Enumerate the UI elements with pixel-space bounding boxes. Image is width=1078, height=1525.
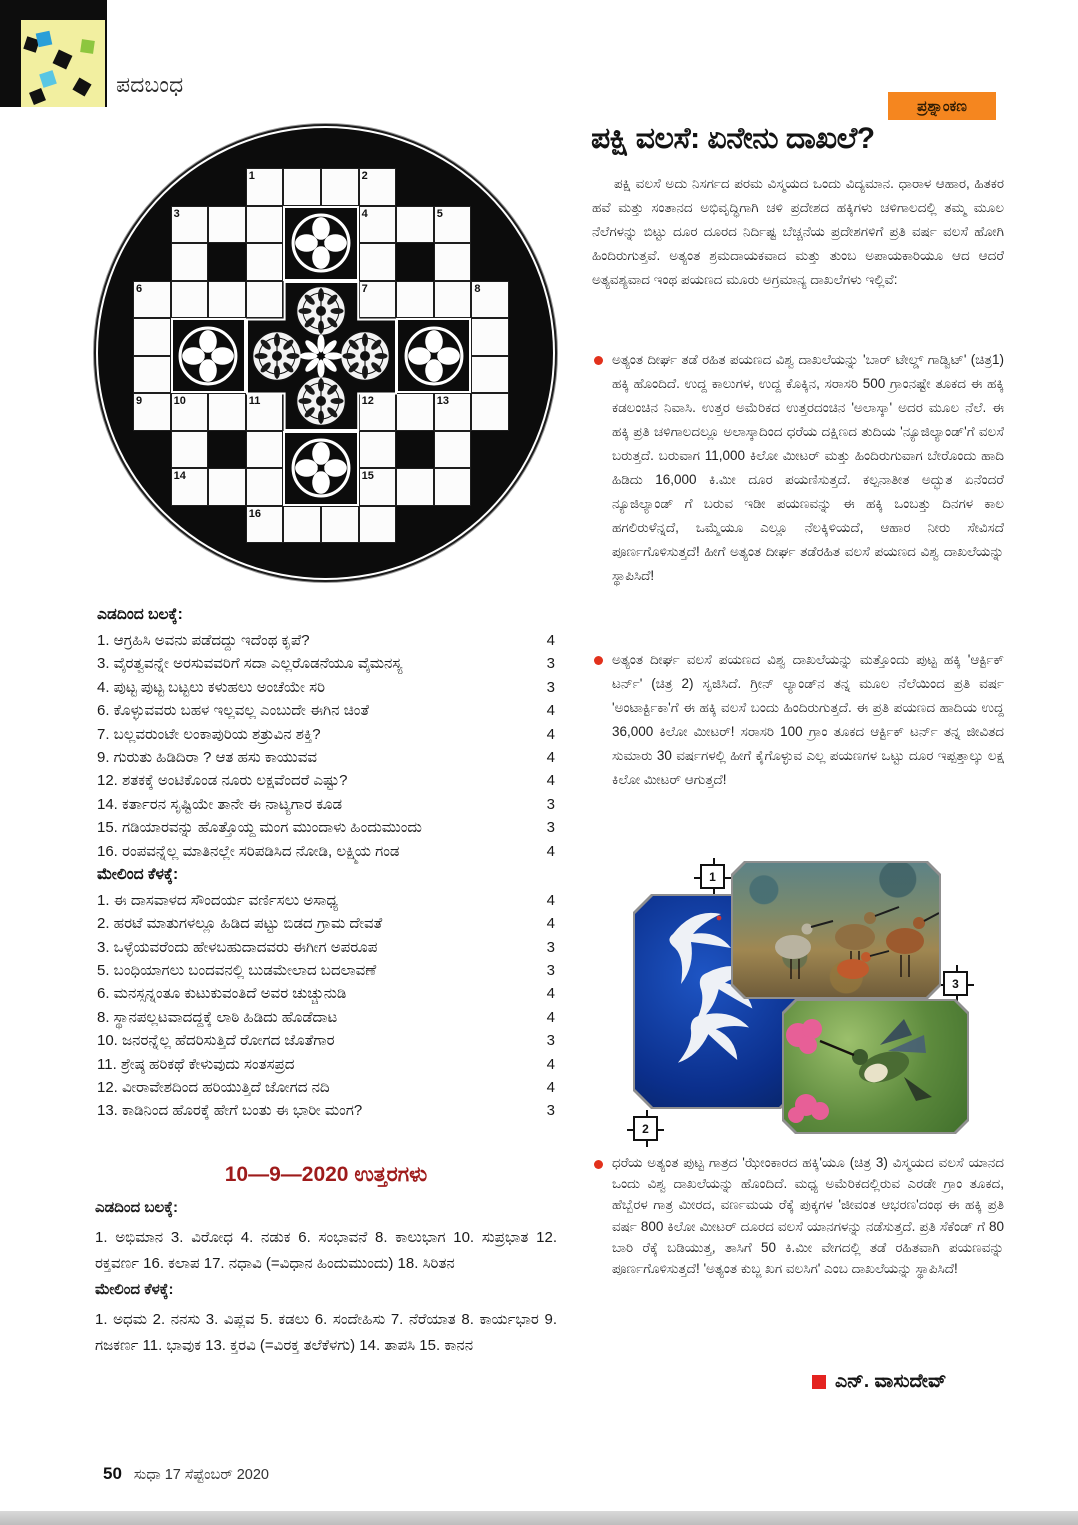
cell-number: 5 bbox=[436, 207, 443, 220]
ornate-medallion bbox=[295, 375, 347, 432]
puzzle-cell-r9c4 bbox=[246, 468, 284, 506]
section-title: ಪದಬಂಧ bbox=[116, 72, 184, 97]
puzzle-cell-r3c4 bbox=[246, 243, 284, 281]
article-bullet-2 bbox=[592, 648, 1004, 868]
clue-text: 15. ಗಡಿಯಾರವನ್ನು ಹೊತ್ತೊಯ್ದ ಮಂಗ ಮುಂದಾಳು ಹಿಂದುಮುಂದು bbox=[97, 819, 422, 837]
clue-length: 4 bbox=[546, 702, 555, 720]
puzzle-cell-r2c8 bbox=[396, 206, 434, 244]
puzzle-cell-r3c9 bbox=[434, 243, 472, 281]
clue-across-12 bbox=[97, 772, 555, 795]
puzzle-cell-r4c1 bbox=[133, 281, 171, 319]
logo-square-black-icon bbox=[53, 50, 73, 70]
clue-length: 4 bbox=[546, 891, 555, 909]
bottom-clover-block bbox=[283, 431, 358, 506]
puzzle-cell-r7c2 bbox=[171, 393, 209, 431]
puzzle-cell-r10c5 bbox=[283, 506, 321, 544]
puzzle-black-cell-r8c3 bbox=[208, 431, 246, 469]
article-bullet-2-text: ಅತ್ಯಂತ ದೀರ್ಘ ವಲಸೆ ಪಯಣದ ವಿಶ್ವ ದಾಖಲೆಯನ್ನು ಮತ್ತೊಂದು ಪುಟ್ಟ ಹಕ್ಕಿ 'ಆರ್ಕ್ಟಿಕ್ ಟರ್ನ್' (ಚಿತ್ರ 2) ಸೃಜಿಸಿದೆ. ಗ್ರೀನ್ ಲ್ಯಾಂಡ್‌ನ ತನ್ನ ಮೂಲ ನೆಲೆಯಿಂದ ಪ್ರತಿ ವರ್ಷ 'ಅಂಟಾರ್ಕ್ಟಿಕಾ'ಗೆ ಈ ಹಕ್ಕಿ ವಲಸೆ ಬಂದು ಹಿಂದಿರುಗುತ್ತದೆ. ಈ ಪ್ರತಿ ಪಯಣದ ಹಾದಿಯ ಉದ್ದ 36,000 ಕಿಲೋ ಮೀಟರ್! ಸರಾಸರಿ 100 ಗ್ರಾಂ ತೂಕದ ಆರ್ಕ್ಟಿಕ್ ಟರ್ನ್ ತನ್ನ ಜೀವಿತದ ಸುಮಾರು 30 ವರ್ಷಗಳಲ್ಲಿ ಹೀಗೆ ಕೈಗೊಳ್ಳುವ ಎಲ್ಲ ಪಯಣಗಳ ಒಟ್ಟು ದೂರ ಇಪ್ಪತ್ತಾಲ್ಕು ಲಕ್ಷ ಕಿಲೋ ಮೀಟರ್ ಆಗುತ್ತದೆ! bbox=[612, 652, 1004, 787]
puzzle-cell-r2c7 bbox=[359, 206, 397, 244]
clue-text: 1. ಈ ದಾಸವಾಳದ ಸೌಂದರ್ಯ ವರ್ಣಿಸಲು ಅಸಾಧ್ಯ bbox=[97, 891, 339, 909]
puzzle-cell-r8c2 bbox=[171, 431, 209, 469]
cell-number: 11 bbox=[248, 395, 261, 407]
clue-text: 9. ಗುರುತು ಹಿಡಿದಿರಾ ? ಆತ ಹಸು ಕಾಯುವವ bbox=[97, 748, 317, 766]
cell-number: 10 bbox=[173, 395, 186, 407]
column-badge: ಪ್ರಶ್ನಾಂಕಣ bbox=[888, 92, 996, 120]
ornate-medallion-icon bbox=[295, 375, 347, 427]
puzzle-black-cell-r3c8 bbox=[396, 243, 434, 281]
logo-square-green-icon bbox=[80, 39, 95, 54]
logo-square-black-icon bbox=[72, 77, 91, 96]
clue-length: 4 bbox=[546, 632, 555, 649]
clue-length: 4 bbox=[546, 725, 555, 743]
byline-red-square-icon bbox=[812, 1375, 826, 1389]
crossword-grid bbox=[133, 168, 510, 543]
article-title: ಪಕ್ಷಿ ವಲಸೆ: ಏನೇನು ದಾಖಲೆ? bbox=[591, 122, 875, 155]
figure-1-number: 1 bbox=[709, 869, 716, 884]
puzzle-cell-r4c3 bbox=[208, 281, 246, 319]
answers-across-heading: ಎಡದಿಂದ ಬಲಕ್ಕೆ: bbox=[95, 1199, 179, 1216]
bar-tailed-godwit-photo bbox=[731, 861, 941, 999]
clue-text: 16. ರಂಪವನ್ನೆಲ್ಲ ಮಾತಿನಲ್ಲೇ ಸರಿಪಡಿಸಿದ ನೋಡಿ, ಲಕ್ಷ್ಮಿಯ ಗಂಡ bbox=[97, 842, 400, 860]
top-clover-block bbox=[283, 206, 358, 281]
puzzle-cell-r1c6 bbox=[321, 168, 359, 206]
puzzle-cell-r8c4 bbox=[246, 431, 284, 469]
puzzle-cell-r10c4 bbox=[246, 506, 284, 544]
page-number: 50 bbox=[103, 1464, 122, 1483]
right-clover-block bbox=[396, 318, 471, 393]
puzzle-cell-r5c10 bbox=[471, 318, 509, 356]
puzzle-cell-r3c2 bbox=[171, 243, 209, 281]
byline-name: ಎನ್. ವಾಸುದೇವ್ bbox=[835, 1371, 947, 1392]
answers-title: 10—9—2020 ಉತ್ತರಗಳು bbox=[224, 1163, 428, 1186]
clue-text: 12. ವೀರಾವೇಶದಿಂದ ಹರಿಯುತ್ತಿದೆ ಜೋಗದ ನದಿ bbox=[97, 1079, 330, 1097]
puzzle-cell-r7c1 bbox=[133, 393, 171, 431]
clue-length: 4 bbox=[546, 985, 555, 1003]
clue-down-12 bbox=[97, 1079, 555, 1102]
issue-label: ಸುಧಾ 17 ಸೆಪ್ಟೆಂಬರ್ 2020 bbox=[133, 1467, 269, 1483]
cell-number: 2 bbox=[361, 170, 368, 182]
puzzle-cell-r9c7 bbox=[359, 468, 397, 506]
clue-text: 2. ಹರಟೆ ಮಾತುಗಳಲ್ಲೂ ಹಿಡಿದ ಪಟ್ಟು ಬಿಡದ ಗ್ರಾಮ ದೇವತೆ bbox=[97, 915, 383, 933]
clue-across-6 bbox=[97, 702, 555, 725]
cell-number: 12 bbox=[361, 395, 374, 407]
puzzle-cell-r10c6 bbox=[321, 506, 359, 544]
puzzle-cell-r2c2 bbox=[171, 206, 209, 244]
hummingbird-silhouette-icon bbox=[784, 1001, 967, 1132]
red-bullet-icon bbox=[594, 356, 603, 365]
clue-text: 10. ಜನರನ್ನೆಲ್ಲ ಹೆದರಿಸುತ್ತಿದೆ ರೋಗದ ಜೊತೆಗಾರ bbox=[97, 1032, 335, 1050]
cell-number: 3 bbox=[173, 207, 180, 220]
clue-down-10 bbox=[97, 1032, 555, 1055]
clue-text: 3. ವೈರತ್ವವನ್ನೇ ಅರಸುವವರಿಗೆ ಸದಾ ಎಲ್ಲರೊಡನೆಯೂ ವೈಮನಸ್ಯ bbox=[97, 655, 403, 673]
puzzle-cell-r3c7 bbox=[359, 243, 397, 281]
clue-down-8 bbox=[97, 1009, 555, 1032]
puzzle-cell-r9c3 bbox=[208, 468, 246, 506]
puzzle-cell-r2c9 bbox=[434, 206, 472, 244]
clue-length: 4 bbox=[546, 772, 555, 790]
puzzle-cell-r8c7 bbox=[359, 431, 397, 469]
puzzle-cell-r9c2 bbox=[171, 468, 209, 506]
left-clover-block bbox=[171, 318, 246, 393]
clue-text: 12. ಶತಕಕ್ಕೆ ಅಂಟಿಕೊಂಡ ನೂರು ಲಕ್ಷವೆಂದರೆ ಎಷ್ಟು? bbox=[97, 772, 348, 790]
puzzle-cell-r1c7 bbox=[359, 168, 397, 206]
clue-length: 4 bbox=[546, 1008, 555, 1026]
logo-square-lightblue-icon bbox=[39, 70, 57, 88]
clue-text: 14. ಕರ್ತಾರನ ಸೃಷ್ಟಿಯೇ ತಾನೇ ಈ ನಾಟ್ಯಗಾರ ಕೂಡ bbox=[97, 795, 343, 813]
clue-across-14 bbox=[97, 796, 555, 819]
puzzle-cell-r4c8 bbox=[396, 281, 434, 319]
puzzle-cell-r1c4 bbox=[246, 168, 284, 206]
logo-square-black-icon bbox=[29, 88, 46, 105]
flower-burst-icon bbox=[300, 335, 342, 377]
figure-3-tag bbox=[943, 971, 968, 996]
cell-number: 4 bbox=[361, 207, 368, 220]
puzzle-cell-r4c2 bbox=[171, 281, 209, 319]
clover-medallion-icon bbox=[290, 212, 352, 274]
clue-down-11 bbox=[97, 1056, 555, 1079]
article-bullet-3-text: ಧರೆಯ ಅತ್ಯಂತ ಪುಟ್ಟ ಗಾತ್ರದ 'ಝೇಂಕಾರದ ಹಕ್ಕಿ'ಯೂ (ಚಿತ್ರ 3) ವಿಸ್ಮಯದ ವಲಸೆ ಯಾನದ ಒಂದು ವಿಶ್ವ ದಾಖಲೆಯನ್ನು ಹೊಂದಿದೆ. ಮಧ್ಯ ಅಮೆರಿಕದಲ್ಲಿರುವ ಎರಡೇ ಗ್ರಾಂ ತೂಕದ, ಹೆಬ್ಬೆರಳ ಗಾತ್ರ ಮೀರದ, ವರ್ಣಮಯ ರೆಕ್ಕೆ ಪುಕ್ಕಗಳ 'ಜೀವಂತ ಆಭರಣ'ದಂಥ ಈ ಹಕ್ಕಿ ಪ್ರತಿ ವರ್ಷ 800 ಕಿಲೋ ಮೀಟರ್ ದೂರದ ವಲಸೆ ಯಾನಗಳನ್ನು ನಡೆಸುತ್ತದೆ. ಪ್ರತಿ ಸೆಕೆಂಡ್ ಗೆ 80 ಬಾರಿ ರೆಕ್ಕೆ ಬಡಿಯುತ್ತ, ತಾಸಿಗೆ 50 ಕಿ.ಮೀ ವೇಗದಲ್ಲಿ ತಡೆ ರಹಿತವಾಗಿ ಪಯಣವನ್ನು ಪೂರ್ಣಗೊಳಿಸುತ್ತದೆ! 'ಅತ್ಯಂತ ಕುಬ್ಜ ಖಗ ವಲಸಿಗ' ಎಂಬ ದಾಖಲೆಯನ್ನು ಸ್ಥಾಪಿಸಿದೆ! bbox=[612, 1155, 1004, 1277]
puzzle-cell-r6c10 bbox=[471, 356, 509, 394]
clue-length: 4 bbox=[546, 1079, 555, 1097]
godwit-silhouettes-icon bbox=[733, 863, 939, 997]
puzzle-cell-r4c10 bbox=[471, 281, 509, 319]
clue-across-7 bbox=[97, 726, 555, 749]
clue-down-5 bbox=[97, 962, 555, 985]
clover-medallion-icon bbox=[290, 437, 352, 499]
puzzle-cell-r1c5 bbox=[283, 168, 321, 206]
logo-squares bbox=[21, 20, 105, 107]
clue-across-3 bbox=[97, 655, 555, 678]
figure-1-tag bbox=[700, 864, 725, 889]
puzzle-cell-r5c1 bbox=[133, 318, 171, 356]
cell-number: 16 bbox=[248, 507, 262, 520]
clue-length: 4 bbox=[546, 915, 555, 933]
center-flower-burst bbox=[300, 335, 342, 382]
clue-text: 1. ಆಗ್ರಹಿಸಿ ಅವನು ಪಡೆದದ್ದು ಇದೆಂಥ ಕೃಪೆ? bbox=[97, 632, 310, 649]
logo-square-blue-icon bbox=[36, 31, 53, 48]
clue-down-2 bbox=[97, 915, 555, 938]
puzzle-cell-r4c9 bbox=[434, 281, 472, 319]
article-intro: ಪಕ್ಷಿ ವಲಸೆ ಅದು ನಿಸರ್ಗದ ಪರಮ ವಿಸ್ಮಯದ ಒಂದು ವಿದ್ಯಮಾನ. ಧಾರಾಳ ಆಹಾರ, ಹಿತಕರ ಹವೆ ಮತ್ತು ಸಂತಾನದ ಅಭಿವೃದ್ಧಿಗಾಗಿ ಚಳಿ ಪ್ರದೇಶದ ಹಕ್ಕಿಗಳು ಚಳಿಗಾಲದಲ್ಲಿ ತಮ್ಮ ಮೂಲ ನೆಲೆಗಳನ್ನು ಬಿಟ್ಟು ದೂರ ದೂರದ ನಿರ್ದಿಷ್ಟ ಬೆಚ್ಚನೆಯ ಪ್ರದೇಶಗಳಿಗೆ ಪ್ರತಿ ವರ್ಷ ವಲಸೆ ಹೋಗಿ ಹಿಂದಿರುಗುತ್ತವೆ. ಅತ್ಯಂತ ಶ್ರಮದಾಯಕವಾದ ಮತ್ತು ತುಂಬ ಅಪಾಯಕಾರಿಯೂ ಆದ ಆದರೆ ಅತ್ಯವಶ್ಯವಾದ ಇಂಥ ಪಯಣದ ಮೂರು ಅಗ್ರಮಾನ್ಯ ದಾಖಲೆಗಳು ಇಲ್ಲಿವೆ: bbox=[592, 176, 1004, 287]
clue-length: 3 bbox=[546, 938, 555, 956]
answers-section bbox=[95, 1163, 557, 1359]
clue-length: 4 bbox=[546, 748, 555, 766]
puzzle-cell-r6c1 bbox=[133, 356, 171, 394]
cell-number: 13 bbox=[436, 395, 450, 407]
clue-length: 3 bbox=[546, 1102, 555, 1120]
cell-number: 14 bbox=[173, 470, 186, 482]
clue-text: 7. ಬಲ್ಲವರುಂಟೇ ಲಂಕಾಪುರಿಯ ಶತ್ರುವಿನ ಶಕ್ತಿ? bbox=[97, 725, 321, 743]
article-bullet-3 bbox=[592, 1152, 1004, 1368]
clue-across-1 bbox=[97, 632, 555, 655]
clue-across-16 bbox=[97, 843, 555, 866]
down-heading: ಮೇಲಿಂದ ಕೆಳಕ್ಕೆ: bbox=[97, 865, 179, 883]
clue-across-15 bbox=[97, 819, 555, 842]
puzzle-cell-r7c3 bbox=[208, 393, 246, 431]
clue-text: 13. ಕಾಡಿನಿಂದ ಹೊರಕ್ಕೆ ಹೇಗೆ ಬಂತು ಈ ಭಾರೀ ಮಂಗ? bbox=[97, 1102, 363, 1120]
cell-number: 7 bbox=[361, 282, 368, 295]
clue-text: 6. ಕೊಳ್ಳುವವರು ಬಹಳ ಇಲ್ಲವಲ್ಲ ಎಂಬುದೇ ಈಗಿನ ಚಿಂತೆ bbox=[97, 702, 369, 720]
article-bullet-1-text: ಅತ್ಯಂತ ದೀರ್ಘ ತಡೆ ರಹಿತ ಪಯಣದ ವಿಶ್ವ ದಾಖಲೆಯನ್ನು 'ಬಾರ್ ಟೇಲ್ಡ್ ಗಾಡ್ವಿಟ್' (ಚಿತ್ರ1) ಹಕ್ಕಿ ಹೊಂದಿದೆ. ಉದ್ದ ಕಾಲುಗಳ, ಉದ್ದ ಕೊಕ್ಕಿನ, ಸರಾಸರಿ 500 ಗ್ರಾಂನಷ್ಟೇ ತೂಕದ ಈ ಹಕ್ಕಿ ಕಡಲಂಚಿನ ನಿವಾಸಿ. ಉತ್ತರ ಅಮೆರಿಕದ ಉತ್ತರದಂಚಿನ 'ಅಲಾಸ್ಕಾ' ಅದರ ಮೂಲ ನೆಲೆ. ಈ ಹಕ್ಕಿ ಪ್ರತಿ ಚಳಿಗಾಲದಲ್ಲೂ ಅಲಾಸ್ಕಾದಿಂದ ಧರೆಯ ದಕ್ಷಿಣದ ತುದಿಯ 'ನ್ಯೂಜಿಲ್ಯಾಂಡ್'ಗೆ ವಲಸೆ ಬರುತ್ತದೆ. ಬರುವಾಗ 11,000 ಕಿಲೋ ಮೀಟರ್ ಮತ್ತು ಹಿಂದಿರುಗುವಾಗ ಬೇರೊಂದು ಹಾದಿ ಹಿಡಿದು 16,000 ಕಿ.ಮೀ ದೂರ ಪಯಣಿಸುತ್ತದೆ. ಕಲ್ಪನಾತೀತ ಅದ್ಭುತ ಏನೆಂದರೆ ನ್ಯೂಜಿಲ್ಯಾಂಡ್ ಗೆ ಬರುವ ಇಡೀ ಪಯಣವನ್ನು ಈ ಹಕ್ಕಿ ಒಂಬತ್ತು ದಿನಗಳ ಕಾಲ ಹಗಲಿರುಳೆನ್ನದೆ, ಒಮ್ಮೆಯೂ ಎಲ್ಲೂ ನೆಲಕ್ಕಿಳಿಯದೆ, ಆಹಾರ ನೀರು ಸೇವಿಸದೆ ಪೂರ್ಣಗೊಳಿಸುತ್ತದೆ! ಹೀಗೆ ಅತ್ಯಂತ ದೀರ್ಘ ತಡೆರಹಿತ ವಲಸೆ ಪಯಣದ ವಿಶ್ವ ದಾಖಲೆಯನ್ನು ಸ್ಥಾಪಿಸಿದೆ! bbox=[612, 352, 1004, 583]
clover-medallion-icon bbox=[403, 325, 465, 387]
puzzle-cell-r2c4 bbox=[246, 206, 284, 244]
clue-text: 4. ಪುಟ್ಟ ಪುಟ್ಟ ಬಟ್ಟಲು ಕಳುಹಲು ಅಂಚೆಯೇ ಸರಿ bbox=[97, 678, 326, 696]
clue-length: 3 bbox=[546, 678, 555, 696]
puzzle-cell-r2c3 bbox=[208, 206, 246, 244]
down-clues-list bbox=[97, 892, 555, 1126]
puzzle-cell-r7c10 bbox=[471, 393, 509, 431]
clue-down-3 bbox=[97, 939, 555, 962]
hummingbird-photo bbox=[782, 999, 969, 1134]
clue-length: 3 bbox=[546, 1032, 555, 1050]
figure-2-tag bbox=[633, 1116, 658, 1141]
clue-across-9 bbox=[97, 749, 555, 772]
across-heading: ಎಡದಿಂದ ಬಲಕ್ಕೆ: bbox=[97, 606, 183, 623]
clover-medallion-icon bbox=[177, 325, 239, 387]
cell-number: 8 bbox=[474, 282, 481, 295]
clue-text: 11. ಶ್ರೇಷ್ಠ ಹರಿಕಥೆ ಕೇಳುವುದು ಸಂತಸಪ್ರದ bbox=[97, 1055, 295, 1073]
puzzle-cell-r8c9 bbox=[434, 431, 472, 469]
red-bullet-icon bbox=[594, 1160, 603, 1169]
byline bbox=[812, 1368, 1008, 1396]
answers-down-text: 1. ಅಧಮ 2. ನನಸು 3. ವಿಪ್ಲವ 5. ಕಡಲು 6. ಸಂದೇಹಿಸು 7. ನೆರೆಯಾತ 8. ಕಾರ್ಯಭಾರ 9. ಗಜಕರ್ಣ 11. ಭಾವುಕ 13. ಕ್ತರವಿ (=ವಿರಕ್ತ ತಲೆಕೆಳಗು) 14. ತಾಪಸಿ 15. ಕಾನನ bbox=[95, 1311, 557, 1354]
puzzle-cell-r7c9 bbox=[434, 393, 472, 431]
cell-number: 1 bbox=[248, 170, 255, 182]
puzzle-black-cell-r8c8 bbox=[396, 431, 434, 469]
clue-length: 3 bbox=[546, 819, 555, 837]
section-logo bbox=[0, 0, 107, 107]
page-footer bbox=[103, 1464, 269, 1484]
red-bullet-icon bbox=[594, 656, 603, 665]
answers-down-heading: ಮೇಲಿಂದ ಕೆಳಕ್ಕೆ: bbox=[95, 1281, 174, 1298]
clue-text: 5. ಬಂಧಿಯಾಗಲು ಬಂದವನಲ್ಲಿ ಬುಡಮೇಲಾದ ಬದಲಾವಣೆ bbox=[97, 962, 377, 980]
puzzle-cell-r9c8 bbox=[396, 468, 434, 506]
clue-text: 6. ಮನಸ್ಸನ್ನಂತೂ ಕುಟುಕುವಂತಿದೆ ಅವರ ಚುಚ್ಚುನುಡಿ bbox=[97, 985, 347, 1003]
clue-length: 4 bbox=[546, 842, 555, 860]
clue-length: 3 bbox=[546, 795, 555, 813]
clue-length: 3 bbox=[546, 962, 555, 980]
clues-section bbox=[97, 606, 555, 1126]
clue-text: 8. ಸ್ಥಾನಪಲ್ಲಟವಾದದ್ದಕ್ಕೆ ಲಾಠಿ ಹಿಡಿದು ಹೊಡೆದಾಟ bbox=[97, 1008, 338, 1026]
figure-3-number: 3 bbox=[952, 976, 959, 991]
puzzle-cell-r9c9 bbox=[434, 468, 472, 506]
cell-number: 9 bbox=[136, 395, 143, 407]
clue-length: 3 bbox=[546, 655, 555, 673]
cell-number: 6 bbox=[136, 282, 143, 295]
puzzle-cell-r7c8 bbox=[396, 393, 434, 431]
clue-across-4 bbox=[97, 679, 555, 702]
figure-2-number: 2 bbox=[642, 1121, 649, 1136]
clue-down-6 bbox=[97, 985, 555, 1008]
across-clues-list bbox=[97, 632, 555, 866]
page-edge-strip bbox=[0, 1511, 1078, 1525]
answers-across-text: 1. ಅಭಿಮಾನ 3. ವಿರೋಧ 4. ನಡುಕ 6. ಸಂಭಾವನೆ 8. ಕಾಲುಭಾಗ 10. ಸುಪ್ರಭಾತ 12. ರಕ್ತವರ್ಣ 16. ಕಲಾಪ 17. ನಧಾವಿ (=ವಿಧಾನ ಹಿಂದುಮುಂದು) 18. ಸಿರಿತನ bbox=[95, 1229, 557, 1272]
puzzle-black-cell-r3c3 bbox=[208, 243, 246, 281]
clue-text: 3. ಒಳ್ಳೆಯವರೆಂದು ಹೇಳಬಹುದಾದವರು ಈಗೀಗ ಅಪರೂಪ bbox=[97, 938, 378, 956]
clue-down-1 bbox=[97, 892, 555, 915]
article-bullet-1 bbox=[592, 348, 1004, 640]
clue-length: 4 bbox=[546, 1055, 555, 1073]
cell-number: 15 bbox=[361, 470, 374, 482]
clue-down-13 bbox=[97, 1102, 555, 1125]
puzzle-cell-r10c7 bbox=[359, 506, 397, 544]
